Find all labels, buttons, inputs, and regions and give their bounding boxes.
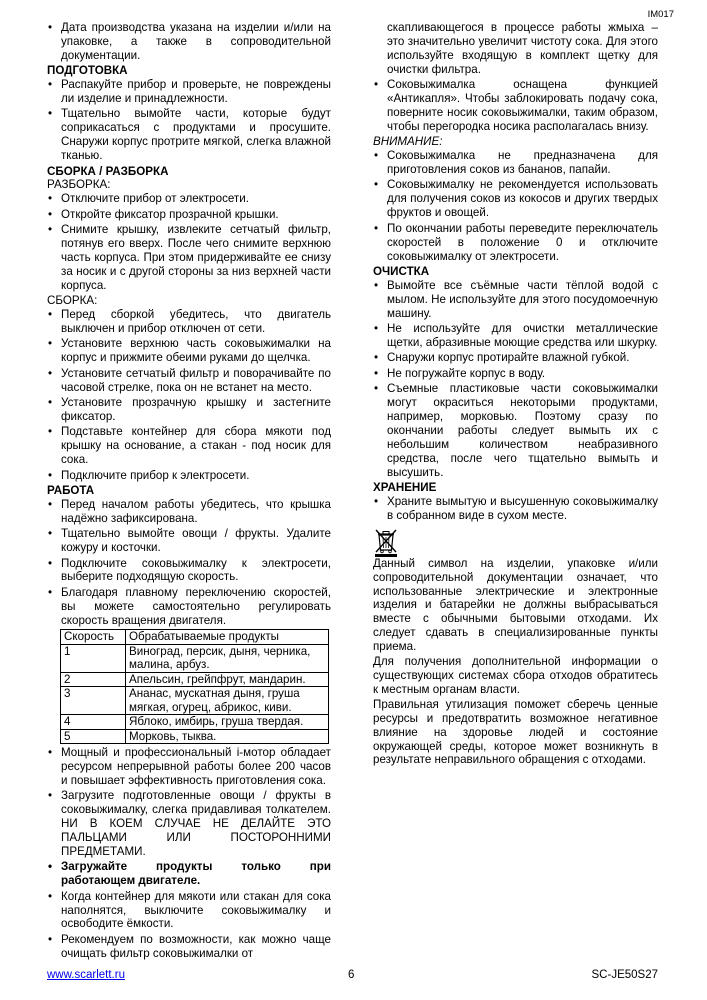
table-row xyxy=(61,644,329,672)
speed-table xyxy=(60,629,329,744)
speed-cell: 5 xyxy=(61,729,126,744)
speed-cell: 4 xyxy=(61,715,126,730)
antidrip-bullet: • Соковыжималка оснащена функцией «Антикапля». Чтобы заблокировать подачу сока, поверните носик соковыжималки, таким образом, чтобы перегородка носика располагалась внизу. xyxy=(373,78,658,134)
cleaning-bullet: • Не используйте для очистки металлические щетки, абразивные моющие средства или шкурку. xyxy=(373,322,658,350)
work-bullet: • Мощный и профессиональный i-мотор обладает ресурсом непрерывной работы более 200 часов и повышает эффективность приготовления сока. xyxy=(47,746,331,788)
assembly-bullet: • Установите сетчатый фильтр и поворачивайте по часовой стрелке, пока он не встанет на место. xyxy=(47,367,331,395)
disassembly-label: РАЗБОРКА: xyxy=(47,178,111,192)
work-bullet: • Рекомендуем по возможности, как можно чаще очищать фильтр соковыжималки от xyxy=(47,933,331,961)
work-bullet: • Когда контейнер для мякоти или стакан для сока наполнятся, выключите соковыжималку и освободите ёмкости. xyxy=(47,890,331,932)
page-number: 6 xyxy=(348,969,355,981)
disposal-text: Правильная утилизация поможет сберечь ценные ресурсы и предотвратить возможное негативное влияние на здоровье людей и состояние окружающей среды, которое может возникнуть в результате неправильного обращения с отходами. xyxy=(373,697,658,767)
assembly-bullet: • Установите верхнюю часть соковыжималки на корпус и прижмите обеими руками до щелчка. xyxy=(47,337,331,365)
products-cell: Яблоко, имбирь, груша твердая. xyxy=(126,715,329,730)
speed-table-header: Скорость xyxy=(61,630,126,645)
storage-bullet: • Храните вымытую и высушенную соковыжималку в собранном виде в сухом месте. xyxy=(373,495,658,523)
speed-cell: 2 xyxy=(61,672,126,687)
assembly-bullet: • Установите прозрачную крышку и застегните фиксатор. xyxy=(47,396,331,424)
work-bullet: • Подключите соковыжималку к электросети, выберите подходящую скорость. xyxy=(47,557,331,585)
continuation-text: скапливающегося в процессе работы жмыха – это значительно увеличит чистоту сока. Для этого используйте входящую в комплект щетку для очистки фильтра. xyxy=(387,21,658,76)
intro-bullet: • Дата производства указана на изделии и/или на упаковке, а также в сопроводительной документации. xyxy=(47,21,331,63)
storage-heading: ХРАНЕНИЕ xyxy=(373,481,437,494)
speed-table-header-row xyxy=(61,630,329,645)
disposal-text: Данный символ на изделии, упаковке и/или сопроводительной документации означает, что использованные электрические и электронные изделия и батарейки не должны выбрасываться вместе с обычными бытовыми отходами. Их следует сдавать в специализированные пункты приема. xyxy=(373,556,658,654)
table-row xyxy=(61,715,329,730)
work-heading: РАБОТА xyxy=(47,484,95,497)
prep-bullet: • Распакуйте прибор и проверьте, не повреждены ли изделие и принадлежности. xyxy=(47,78,331,106)
products-cell: Виноград, персик, дыня, черника, малина, арбуз. xyxy=(126,644,329,672)
warning-bullet: • Соковыжималка не предназначена для приготовления соков из бананов, папайи. xyxy=(373,149,658,177)
cleaning-heading: ОЧИСТКА xyxy=(373,264,430,278)
website-link[interactable]: www.scarlett.ru xyxy=(47,969,125,981)
table-row xyxy=(61,672,329,687)
disassembly-bullet: • Откройте фиксатор прозрачной крышки. xyxy=(47,208,331,222)
prep-heading: ПОДГОТОВКА xyxy=(47,64,128,78)
right-column xyxy=(373,21,658,768)
disassembly-bullet: • Снимите крышку, извлеките сетчатый фильтр, потянув его вверх. После чего снимите верхнюю часть корпуса. При этом придерживайте ее снизу за носик и с другой стороны за низ верхней части корпуса. xyxy=(47,223,331,293)
products-cell: Апельсин, грейпфрут, мандарин. xyxy=(126,672,329,687)
crossed-bin-icon xyxy=(373,527,399,557)
left-column xyxy=(47,21,331,962)
warning-bullet: • Соковыжималку не рекомендуется использовать для получения соков из кокосов и других твердых фруктов и овощей. xyxy=(373,178,658,220)
assembly-bullet: • Подставьте контейнер для сбора мякоти под крышку на основание, а стакан - под носик для сока. xyxy=(47,425,331,467)
disposal-symbol-row xyxy=(373,527,658,557)
assembly-label: СБОРКА: xyxy=(47,294,98,308)
model-code-header: IM017 xyxy=(647,9,674,20)
speed-cell: 1 xyxy=(61,644,126,672)
assembly-bullet: • Перед сборкой убедитесь, что двигатель выключен и прибор отключен от сети. xyxy=(47,308,331,336)
table-row xyxy=(61,687,329,715)
products-cell: Ананас, мускатная дыня, груша мягкая, огурец, абрикос, киви. xyxy=(126,687,329,715)
disassembly-bullet: • Отключите прибор от электросети. xyxy=(47,192,331,206)
assembly-heading: СБОРКА / РАЗБОРКА xyxy=(47,164,169,178)
speed-table-header: Обрабатываемые продукты xyxy=(126,630,329,645)
speed-cell: 3 xyxy=(61,687,126,715)
model-number: SC-JE50S27 xyxy=(591,969,658,981)
products-cell: Морковь, тыква. xyxy=(126,729,329,744)
table-row xyxy=(61,729,329,744)
warning-label: ВНИМАНИЕ: xyxy=(373,135,443,149)
cleaning-bullet: • Не погружайте корпус в воду. xyxy=(373,367,658,381)
disposal-text: Для получения дополнительной информации о существующих системах сбора отходов обратитесь к местным органам власти. xyxy=(373,655,658,696)
warning-bullet: • По окончании работы переведите переключатель скоростей в положение 0 и отключите соковыжималку от электросети. xyxy=(373,222,658,264)
work-bullet: • Перед началом работы убедитесь, что крышка надёжно зафиксирована. xyxy=(47,498,331,526)
cleaning-bullet: • Снаружи корпус протирайте влажной губкой. xyxy=(373,351,658,365)
assembly-bullet: • Подключите прибор к электросети. xyxy=(47,469,331,483)
work-bullet: • Благодаря плавному переключению скоростей, вы можете самостоятельно регулировать скорость вращения двигателя. xyxy=(47,586,331,628)
cleaning-bullet: • Вымойте все съёмные части тёплой водой с мылом. Не используйте для этого посудомоечную машину. xyxy=(373,279,658,321)
work-bullet: • Тщательно вымойте овощи / фрукты. Удалите кожуру и косточки. xyxy=(47,527,331,555)
work-bullet-bold: • Загружайте продукты только при работающем двигателе. xyxy=(47,860,331,888)
work-bullet: • Загрузите подготовленные овощи / фрукты в соковыжималку, слегка придавливая толкателем. НИ В КОЕМ СЛУЧАЕ НЕ ДЕЛАЙТЕ ЭТО ПАЛЬЦАМИ ИЛИ ПОСТОРОННИМИ ПРЕДМЕТАМИ. xyxy=(47,789,331,859)
prep-bullet: • Тщательно вымойте части, которые будут соприкасаться с продуктами и просушите. Снаружи корпус протрите мягкой, слегка влажной тканью. xyxy=(47,107,331,163)
cleaning-bullet: • Съемные пластиковые части соковыжималки могут окраситься некоторыми продуктами, например, морковью. Поэтому сразу по окончании работы следует вымыть их с небольшим количеством неабразивного средства, после чего тщательно вымыть и высушить. xyxy=(373,382,658,479)
